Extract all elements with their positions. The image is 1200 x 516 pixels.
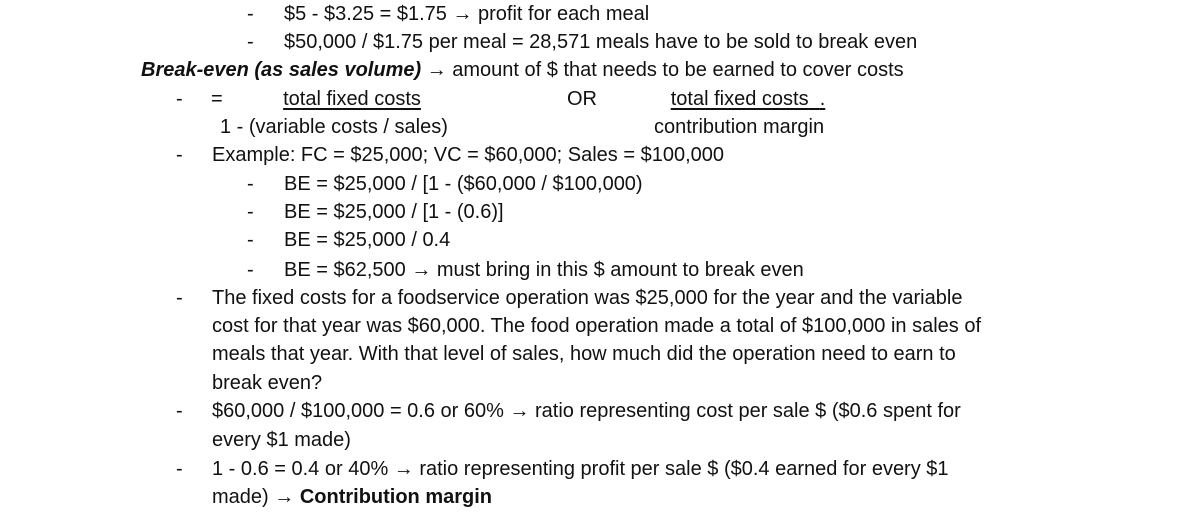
text-line: every $1 made) bbox=[212, 429, 351, 451]
numerator-dot: . bbox=[819, 88, 826, 110]
section-heading bbox=[141, 56, 904, 84]
numerator-text: total fixed costs bbox=[283, 88, 421, 110]
formula-equals: = bbox=[211, 88, 223, 110]
bullet-dash: - bbox=[176, 88, 183, 110]
text-line: cost for that year was $60,000. The food operation made a total of $100,000 in sales of bbox=[212, 315, 982, 337]
text-line: The fixed costs for a foodservice operation was $25,000 for the year and the variable bbox=[212, 287, 963, 309]
text-line-final bbox=[212, 483, 492, 511]
text-line: $60,000 / $100,000 = 0.6 or 60% → ratio representing cost per sale $ ($0.6 spent for bbox=[212, 400, 961, 422]
formula-or: OR bbox=[567, 88, 597, 110]
bullet-dash: - bbox=[247, 201, 254, 223]
formula-denominator-2: contribution margin bbox=[654, 116, 825, 138]
bullet-dash: - bbox=[247, 3, 254, 25]
bullet-dash: - bbox=[176, 287, 183, 309]
text-line: $50,000 / $1.75 per meal = 28,571 meals have to be sold to break even bbox=[284, 31, 918, 53]
text-line: meals that year. With that level of sales, how much did the operation need to earn to bbox=[212, 343, 956, 365]
text-line: $5 - $3.25 = $1.75 → profit for each meal bbox=[284, 3, 650, 25]
bullet-dash: - bbox=[176, 144, 183, 166]
heading-description: → amount of $ that needs to be earned to cover costs bbox=[421, 59, 904, 81]
heading-bold-term: Break-even (as sales volume) bbox=[141, 59, 422, 81]
text-line: BE = $25,000 / [1 - ($60,000 / $100,000) bbox=[284, 173, 643, 195]
text-line: break even? bbox=[212, 372, 323, 394]
text-line: BE = $25,000 / 0.4 bbox=[284, 229, 451, 251]
bullet-dash: - bbox=[247, 229, 254, 251]
text-line: Example: FC = $25,000; VC = $60,000; Sales = $100,000 bbox=[212, 144, 725, 166]
bullet-dash: - bbox=[247, 173, 254, 195]
formula-numerator-1 bbox=[232, 85, 472, 113]
contribution-margin-term: Contribution margin bbox=[299, 486, 493, 508]
bullet-dash: - bbox=[247, 259, 254, 281]
text-line: BE = $62,500 → must bring in this $ amount to break even bbox=[284, 259, 804, 281]
bullet-dash: - bbox=[176, 400, 183, 422]
text-line: BE = $25,000 / [1 - (0.6)] bbox=[284, 201, 504, 223]
numerator-text: total fixed costs bbox=[670, 88, 809, 110]
bullet-dash: - bbox=[176, 458, 183, 480]
formula-denominator-1: 1 - (variable costs / sales) bbox=[220, 116, 448, 138]
bullet-dash: - bbox=[247, 31, 254, 53]
formula-numerator-2 bbox=[650, 85, 846, 113]
final-line-text: made) → bbox=[212, 486, 300, 508]
text-line: 1 - 0.6 = 0.4 or 40% → ratio representing profit per sale $ ($0.4 earned for every $1 bbox=[212, 458, 949, 480]
